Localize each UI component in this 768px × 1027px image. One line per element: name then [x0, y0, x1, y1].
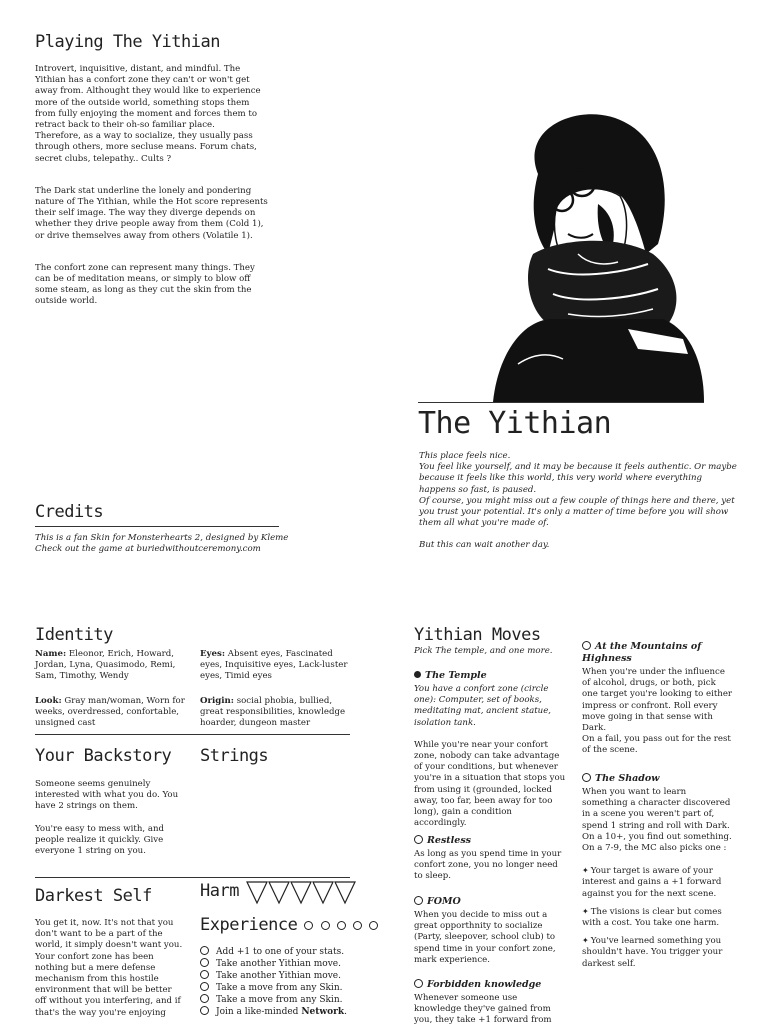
eyes-label: Eyes: — [200, 649, 226, 659]
harm-row — [200, 881, 358, 905]
moves-subtitle: Pick The temple, and one more. — [414, 646, 553, 656]
xp-box-1[interactable] — [304, 921, 313, 930]
backstory-p1: Someone seems genuinely interested with what you do. You have 2 strings on them. — [35, 779, 179, 812]
restless-body: As long as you spend time in your confort zone, you no longer need to sleep. — [414, 849, 562, 882]
shadow-option-2: ✦ The visions is clear but comes with a cost. You take one harm. — [582, 906, 722, 929]
star-bullet-icon: ✦ — [582, 936, 589, 946]
checkbox-icon[interactable] — [582, 641, 591, 650]
shadow-partial: On a 7-9, the MC also picks one : — [582, 843, 727, 854]
mountains-body: When you're under the influence of alcohol, drugs, or both, pick one target you're looking to either impress or confront. Roll every move going in that sense with Dark. — [582, 667, 733, 734]
eyes-value: Absent eyes, Fascinated eyes, Inquisitive eyes, Lack-luster eyes, Timid eyes — [200, 649, 348, 682]
moves-title: Yithian Moves — [414, 625, 541, 645]
playing-text — [35, 64, 271, 308]
darkest-title: Darkest Self — [35, 886, 152, 906]
identity-rule — [35, 734, 350, 735]
backstory-rule — [35, 877, 350, 878]
skin-intro — [419, 451, 737, 552]
exp-item-2[interactable]: Take another Yithian move. — [200, 958, 360, 970]
experience-title: Experience — [200, 915, 298, 935]
checkbox-icon[interactable] — [200, 994, 209, 1003]
forbidden-name: Forbidden knowledge — [427, 979, 542, 990]
exp-item-5[interactable]: Take a move from any Skin. — [200, 994, 360, 1006]
move-fomo — [414, 896, 566, 966]
skin-intro-4: But this can wait another day. — [419, 540, 550, 551]
identity-name — [35, 649, 195, 683]
move-temple — [414, 670, 566, 829]
portrait-illustration-icon — [478, 104, 704, 402]
playing-title: Playing The Yithian — [35, 32, 220, 52]
identity-title: Identity — [35, 625, 113, 645]
skin-intro-2: You feel like yourself, and it may be because it feels authentic. Or maybe because it feels like this world, this very world where everything happens so fast, is paused. — [419, 462, 737, 495]
look-label: Look: — [35, 696, 62, 706]
checkbox-icon[interactable] — [200, 970, 209, 979]
backstory-title: Your Backstory — [35, 746, 172, 766]
exp-item-4[interactable]: Take a move from any Skin. — [200, 982, 360, 994]
origin-label: Origin: — [200, 696, 234, 706]
checkbox-icon[interactable] — [414, 979, 423, 988]
shadow-name: The Shadow — [595, 773, 660, 784]
backstory-p2: You're easy to mess with, and people realize it quickly. Give everyone 1 string on you. — [35, 823, 164, 857]
credits-line-2: Check out the game at buriedwithoutceremony.com — [35, 544, 261, 555]
skin-intro-3: Of course, you might miss out a few couple of things here and there, yet you trust your potential. It's only a matter of time before you will show them all what you're made of. — [419, 495, 735, 529]
move-shadow — [582, 773, 734, 970]
xp-box-2[interactable] — [321, 921, 330, 930]
harm-box-2[interactable] — [269, 882, 289, 903]
identity-origin — [200, 696, 350, 730]
fomo-name: FOMO — [427, 896, 461, 907]
checkbox-icon[interactable] — [582, 773, 591, 782]
move-mountains — [582, 641, 734, 757]
checkbox-icon[interactable] — [200, 1006, 209, 1015]
checkbox-icon[interactable] — [200, 946, 209, 955]
shadow-hit: On a 10+, you find out something. — [582, 831, 732, 842]
identity-eyes — [200, 649, 350, 683]
exp-item-1[interactable]: Add +1 to one of your stats. — [200, 946, 360, 958]
playing-p1: Introvert, inquisitive, distant, and mindful. The Yithian has a confort zone they can't or won't get away from. Althought they would like to experience more of the outside world, something stops them from fully enjoying the moment and forces them to retract back to their oh-so familiar place. — [35, 64, 261, 131]
shadow-option-1: ✦ Your target is aware of your interest and gains a +1 forward against you for the next scene. — [582, 866, 722, 899]
harm-triangles — [246, 881, 358, 905]
darkest-text: You get it, now. It's not that you don't want to be a part of the world, it simply doesn't want you. Your confort zone has been nothing but a mere defense mechanism from this hostile environment that will be better off without you interfering, and if that's the way you're enjoying — [35, 918, 183, 1018]
backstory-text — [35, 779, 185, 857]
strings-title: Strings — [200, 746, 269, 766]
checkbox-icon[interactable] — [200, 958, 209, 967]
harm-box-4[interactable] — [313, 882, 333, 903]
harm-title: Harm — [200, 881, 239, 901]
exp-item-6[interactable]: Join a like-minded Network. — [200, 1006, 360, 1018]
restless-name: Restless — [427, 835, 472, 846]
temple-intro: You have a confort zone (circle one): Computer, set of books, meditating mat, ancient statue, isolation tank. — [414, 684, 552, 728]
credits-line-1: This is a fan Skin for Monsterhearts 2, designed by Kleme — [35, 533, 289, 543]
checkbox-icon[interactable] — [414, 835, 423, 844]
origin-value: social phobia, bullied, great responsibilities, knowledge hoarder, dungeon master — [200, 696, 346, 729]
look-value: Gray man/woman, Worn for weeks, overdressed, confortable, unsigned cast — [35, 696, 185, 729]
playing-p2: Therefore, as a way to socialize, they usually pass through others, more secluse means. Forum chats, secret clubs, telepathy.. Cults ? — [35, 131, 257, 164]
exp-item-3[interactable]: Take another Yithian move. — [200, 970, 360, 982]
shadow-option-3: ✦ You've learned something you shouldn't have. You trigger your darkest self. — [582, 936, 723, 969]
temple-name: The Temple — [425, 670, 487, 681]
temple-body: While you're near your confort zone, nobody can take advantage of your conditions, but whenever you're in a situation that stops you from using it (grounded, locked away, too far, been away for too long), gain a condition accordingly. — [414, 739, 566, 829]
credits-text — [35, 533, 295, 555]
credits-rule — [35, 526, 279, 527]
playing-p4: The confort zone can represent many things. They can be of meditation means, or simply to blow off some steam, as long as they cut the skin from the outside world. — [35, 262, 255, 307]
harm-box-3[interactable] — [291, 882, 311, 903]
xp-box-4[interactable] — [353, 921, 362, 930]
identity-look — [35, 696, 195, 730]
fomo-body: When you decide to miss out a great opporthnity to socialize (Party, sleepover, school club) to spend time in your confort zone, mark experience. — [414, 910, 556, 965]
star-bullet-icon: ✦ — [582, 866, 589, 876]
xp-box-5[interactable] — [369, 921, 378, 930]
title-rule — [418, 402, 704, 403]
shadow-body: When you want to learn something a character discovered in a scene you weren't part of, spend 1 string and roll with Dark. — [582, 787, 731, 831]
star-bullet-icon: ✦ — [582, 906, 589, 916]
skin-intro-1: This place feels nice. — [419, 451, 511, 461]
mountains-name: At the Mountains of Highness — [582, 641, 702, 664]
harm-box-1[interactable] — [247, 882, 267, 903]
forbidden-body: Whenever someone use knowledge they've gained from you, they take +1 forward from — [414, 993, 552, 1026]
mountains-fail: On a fail, you pass out for the rest of the scene. — [582, 734, 731, 756]
move-restless — [414, 835, 566, 883]
xp-box-3[interactable] — [337, 921, 346, 930]
experience-list — [200, 946, 360, 1018]
checkbox-icon[interactable] — [414, 896, 423, 905]
credits-title: Credits — [35, 502, 104, 522]
move-forbidden — [414, 979, 566, 1027]
harm-box-5[interactable] — [335, 882, 355, 903]
playing-p3: The Dark stat underline the lonely and pondering nature of The Yithian, while the Hot score represents their self image. The way they diverge depends on whether they drive people away from them (Cold 1), or drive themselves away from others (Volatile 1). — [35, 185, 268, 241]
name-value: Eleonor, Erich, Howard, Jordan, Lyna, Quasimodo, Remi, Sam, Timothy, Wendy — [35, 649, 176, 682]
name-label: Name: — [35, 649, 67, 659]
selected-dot-icon[interactable] — [414, 671, 421, 678]
experience-row — [200, 915, 378, 935]
checkbox-icon[interactable] — [200, 982, 209, 991]
skin-title: The Yithian — [418, 406, 612, 441]
